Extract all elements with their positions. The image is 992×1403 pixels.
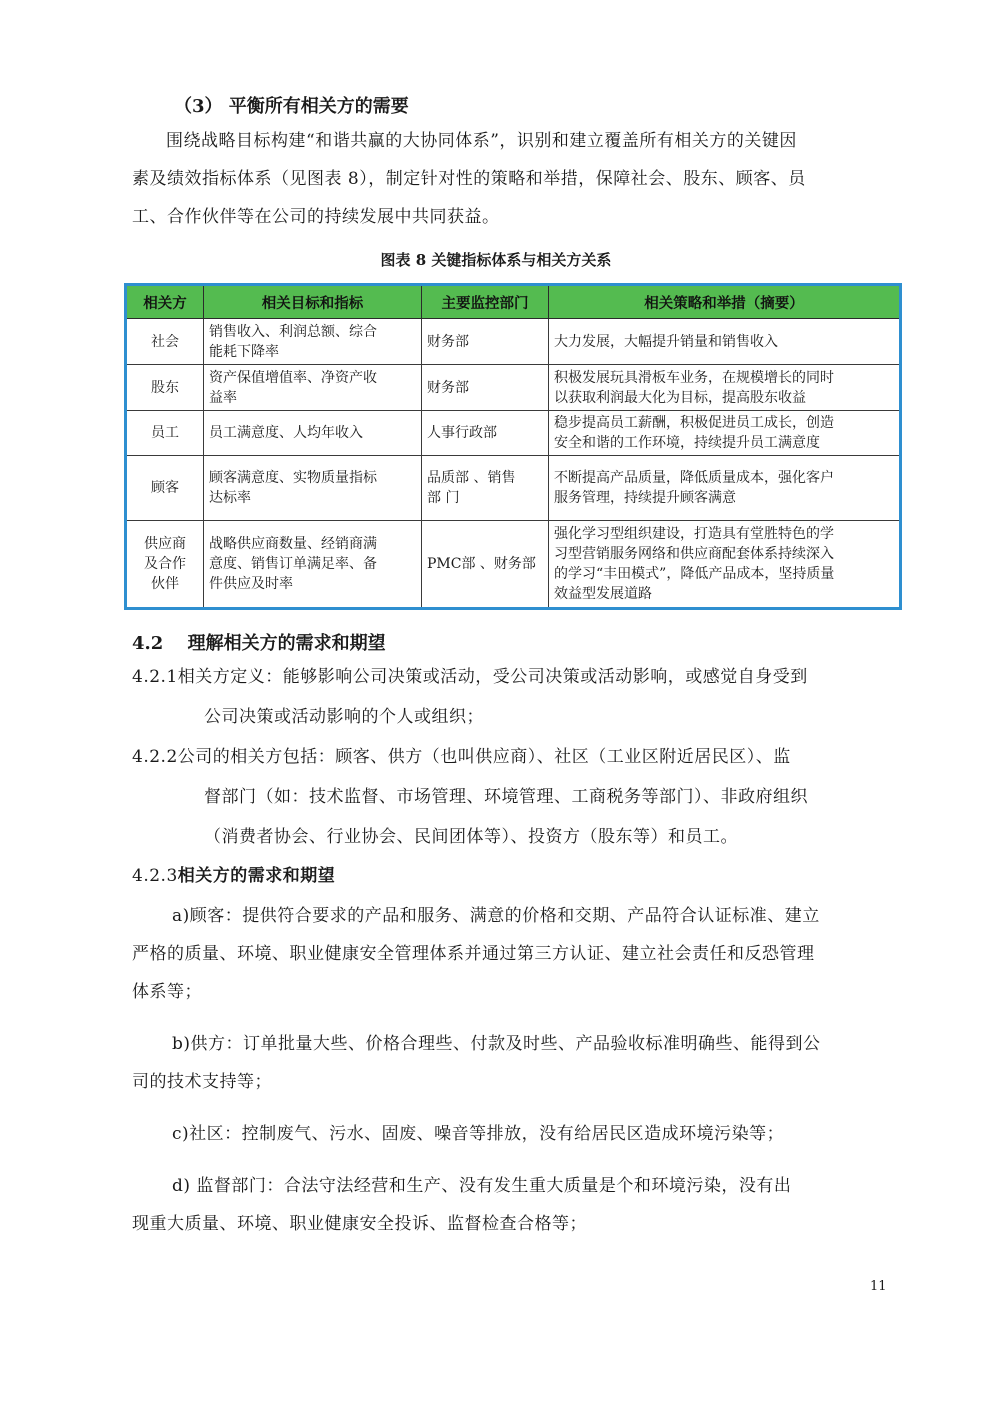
need-b-line-2: 司的技术支持等；	[132, 1072, 272, 1092]
table-row	[126, 521, 901, 609]
need-d-line-2: 现重大质量、环境、职业健康安全投诉、监督检查合格等；	[132, 1214, 587, 1234]
item-4-2-2-line-2: 督部门（如：技术监督、市场管理、环境管理、工商税务等部门）、非政府组织	[204, 787, 808, 807]
table-caption: 图表 8 关键指标体系与相关方关系	[380, 251, 612, 269]
need-a-line-1: a)顾客：提供符合要求的产品和服务、满意的价格和交期、产品符合认证标准、建立	[172, 906, 820, 926]
need-c-line-1: c)社区：控制废气、污水、固废、噪音等排放，没有给居民区造成环境污染等；	[172, 1124, 785, 1144]
cell-strategy: 不断提高产品质量，降低质量成本，强化客户 服务管理，持续提升顾客满意	[549, 456, 901, 521]
page-number: 11	[870, 1279, 887, 1294]
cell-dept: PMC部 、财务部	[422, 521, 549, 609]
cell-goals: 员工满意度、人均年收入	[204, 411, 422, 456]
cell-goals: 销售收入、利润总额、综合 能耗下降率	[204, 319, 422, 365]
table-header-row	[126, 285, 901, 319]
need-b-line-1: b)供方：订单批量大些、价格合理些、付款及时些、产品验收标准明确些、能得到公	[172, 1034, 821, 1054]
cell-strategy: 稳步提高员工薪酬，积极促进员工成长，创造 安全和谐的工作环境，持续提升员工满意度	[549, 411, 901, 456]
item-title: 相关方的需求和期望	[177, 866, 336, 886]
cell-party: 股东	[126, 365, 204, 411]
cell-party: 社会	[126, 319, 204, 365]
cell-dept: 品质部 、销售 部 门	[422, 456, 549, 521]
cell-party: 顾客	[126, 456, 204, 521]
cell-strategy: 强化学习型组织建设，打造具有堂胜特色的学 习型营销服务网络和供应商配套体系持续深入 的学习“丰田模式”，降低产品成本，坚持质量 效益型发展道路	[549, 521, 901, 609]
kpi-stakeholder-table	[124, 283, 902, 610]
cell-strategy: 积极发展玩具滑板车业务，在规模增长的同时 以获取利润最大化为目标，提高股东收益	[549, 365, 901, 411]
column-header-dept: 主要监控部门	[422, 285, 549, 319]
cell-strategy: 大力发展，大幅提升销量和销售收入	[549, 319, 901, 365]
column-header-strategy: 相关策略和举措（摘要）	[549, 285, 901, 319]
cell-party: 供应商 及合作 伙伴	[126, 521, 204, 609]
table-row	[126, 411, 901, 456]
item-4-2-1-line-2: 公司决策或活动影响的个人或组织；	[204, 707, 484, 727]
section3-para-line-1: 围绕战略目标构建“和谐共赢的大协同体系”，识别和建立覆盖所有相关方的关键因	[166, 131, 797, 151]
need-a-line-3: 体系等；	[132, 982, 202, 1002]
item-4-2-2-line-3: （消费者协会、行业协会、民间团体等）、投资方（股东等）和员工。	[204, 827, 738, 847]
cell-goals: 战略供应商数量、经销商满 意度、销售订单满足率、备 件供应及时率	[204, 521, 422, 609]
cell-dept: 财务部	[422, 365, 549, 411]
item-number: 4.2.3	[132, 866, 178, 886]
section3-para-line-3: 工、合作伙伴等在公司的持续发展中共同获益。	[132, 207, 500, 227]
section3-para-line-2: 素及绩效指标体系（见图表 8），制定针对性的策略和举措，保障社会、股东、顾客、员	[132, 169, 806, 189]
item-4-2-3-heading	[132, 857, 335, 895]
table-row	[126, 319, 901, 365]
item-number: 4.2.2	[132, 747, 178, 767]
item-number: 4.2.1	[132, 667, 178, 687]
column-header-party: 相关方	[126, 285, 204, 319]
table-row	[126, 456, 901, 521]
need-a-line-2: 严格的质量、环境、职业健康安全管理体系并通过第三方认证、建立社会责任和反恐管理	[132, 944, 815, 964]
need-d-line-1: d) 监督部门：合法守法经营和生产、没有发生重大质量是个和环境污染，没有出	[172, 1176, 792, 1196]
item-4-2-1-line-1: 4.2.1相关方定义：能够影响公司决策或活动，受公司决策或活动影响，或感觉自身受到	[132, 667, 808, 687]
table-row	[126, 365, 901, 411]
section-heading-4-2: 4.2 理解相关方的需求和期望	[132, 633, 386, 654]
cell-party: 员工	[126, 411, 204, 456]
cell-goals: 资产保值增值率、净资产收 益率	[204, 365, 422, 411]
column-header-goals: 相关目标和指标	[204, 285, 422, 319]
cell-dept: 人事行政部	[422, 411, 549, 456]
cell-goals: 顾客满意度、实物质量指标 达标率	[204, 456, 422, 521]
item-4-2-2-line-1: 4.2.2公司的相关方包括：顾客、供方（也叫供应商）、社区（工业区附近居民区）、监	[132, 747, 791, 767]
cell-dept: 财务部	[422, 319, 549, 365]
section-heading-balance: （3） 平衡所有相关方的需要	[174, 96, 409, 117]
